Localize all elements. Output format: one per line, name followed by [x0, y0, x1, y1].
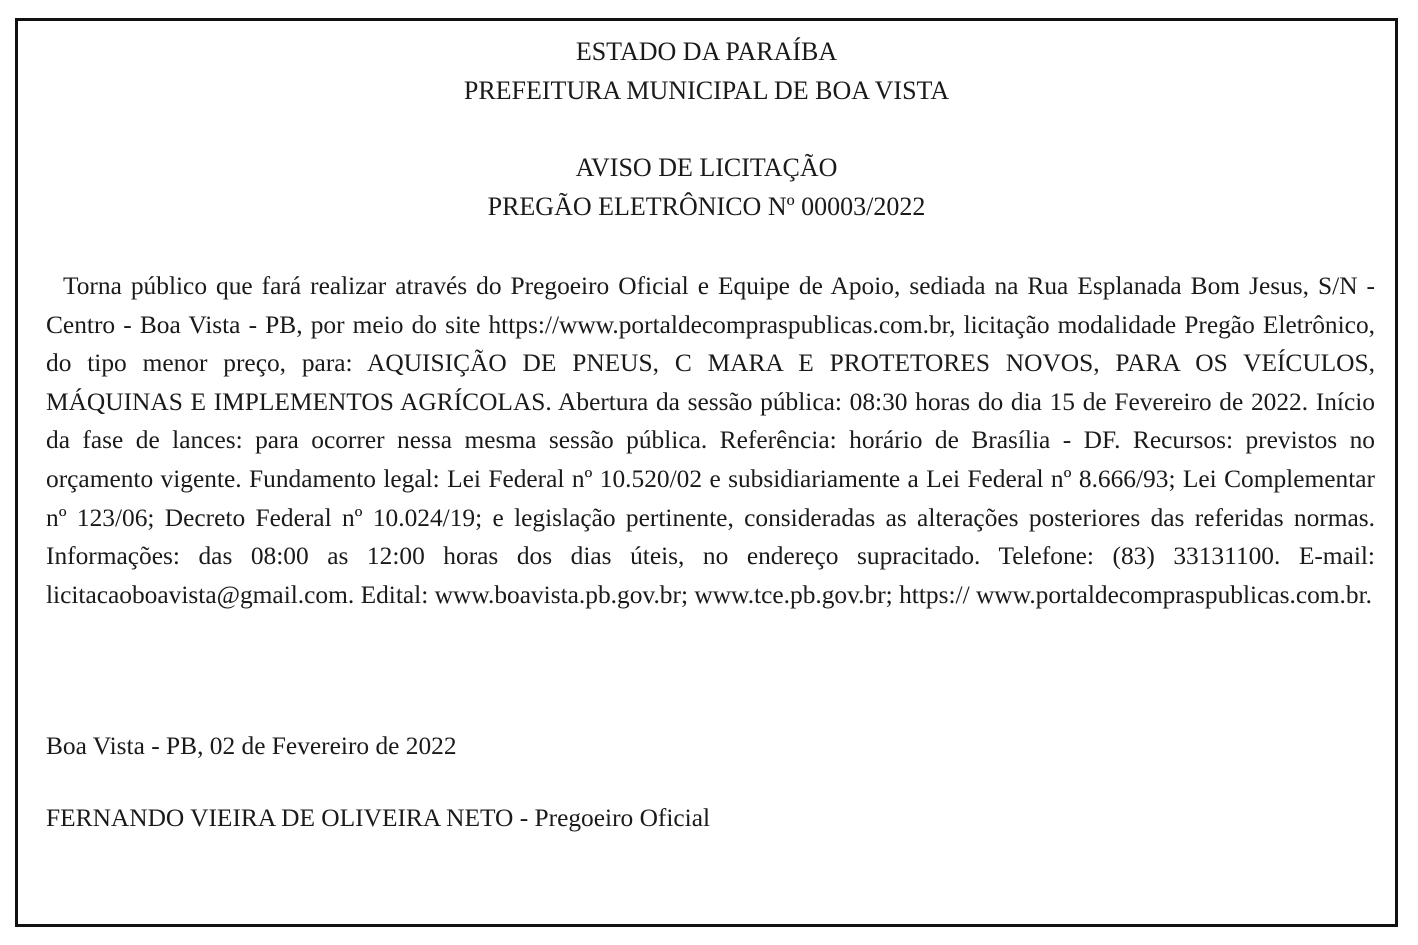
municipality-heading: PREFEITURA MUNICIPAL DE BOA VISTA	[463, 76, 950, 105]
notice-title: AVISO DE LICITAÇÃO	[575, 153, 838, 182]
signatory: FERNANDO VIEIRA DE OLIVEIRA NETO - Pregoeiro Oficial	[46, 804, 711, 832]
place-and-date: Boa Vista - PB, 02 de Fevereiro de 2022	[46, 732, 457, 760]
state-heading: ESTADO DA PARAÍBA	[575, 37, 838, 66]
notice-body-paragraph: Torna público que fará realizar através do Pregoeiro Oficial e Equipe de Apoio, sediada na Rua Esplanada Bom Jesus, S/N - Centro - Boa Vista - PB, por meio do site https://www.portaldecompraspublicas.com.br, licitação modalidade Pregão Eletrônico, do tipo menor preço, para: AQUISIÇÃO DE PNEUS, C MARA E PROTETORES NOVOS, PARA OS VEÍCULOS, MÁQUINAS E IMPLEMENTOS AGRÍCOLAS. Abertura da sessão pública: 08:30 horas do dia 15 de Fevereiro de 2022. Início da fase de lances: para ocorrer nessa mesma sessão pública. Referência: horário de Brasília - DF. Recursos: previstos no orçamento vigente. Fundamento legal: Lei Federal nº 10.520/02 e subsidiariamente a Lei Federal nº 8.666/93; Lei Complementar nº 123/06; Decreto Federal nº 10.024/19; e legislação pertinente, consideradas as alterações posteriores das referidas normas. Informações: das 08:00 as 12:00 horas dos dias úteis, no endereço supracitado. Telefone: (83) 33131100. E-mail: licitacaoboavista@gmail.com. Edital: www.boavista.pb.gov.br; www.tce.pb.gov.br; https:// www.portaldecompraspublicas.com.br.	[46, 272, 1375, 609]
notice-subtitle: PREGÃO ELETRÔNICO Nº 00003/2022	[487, 192, 926, 221]
notice-frame	[15, 18, 1398, 927]
